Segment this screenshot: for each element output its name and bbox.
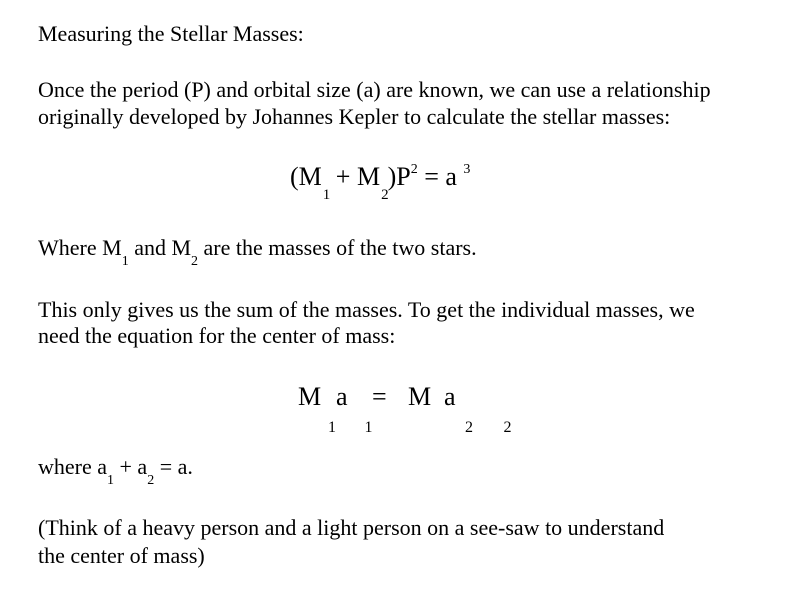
com-a2: a xyxy=(444,382,456,411)
where-part-1: Where M xyxy=(38,235,122,260)
where-sum-part-3: = a. xyxy=(154,454,193,479)
eq-exp-p: 2 xyxy=(410,162,418,177)
com-sub-m2: 2 xyxy=(465,419,473,436)
eq-equals-a: = a xyxy=(417,162,464,191)
where-sum-part-2: + a xyxy=(114,454,148,479)
where-sub-2: 2 xyxy=(191,254,199,269)
com-a1: a xyxy=(336,382,348,411)
eq-plus-m2: + M xyxy=(329,162,381,191)
com-sub-m1: 1 xyxy=(328,419,336,436)
where-sum-sub-1: 1 xyxy=(107,473,115,488)
seesaw-line-2: the center of mass) xyxy=(38,543,205,568)
where-sum-sub-2: 2 xyxy=(147,473,155,488)
intro-line-1: Once the period (P) and orbital size (a) are known, we can use a relationship xyxy=(38,77,711,102)
where-part-2: and M xyxy=(128,235,192,260)
com-m2: M xyxy=(408,382,432,411)
com-m1: M xyxy=(298,382,322,411)
page-title: Measuring the Stellar Masses: xyxy=(38,21,304,46)
where-masses-line xyxy=(38,234,477,269)
intro-line-2: originally developed by Johannes Kepler to calculate the stellar masses: xyxy=(38,104,671,129)
sum-line-1: This only gives us the sum of the masses. To get the individual masses, we xyxy=(38,297,695,322)
eq-open: (M xyxy=(290,162,322,191)
where-part-3: are the masses of the two stars. xyxy=(198,235,477,260)
where-sum-line xyxy=(38,453,193,488)
com-sub-a1: 1 xyxy=(364,419,373,436)
where-sum-part-1: where a xyxy=(38,454,108,479)
eq-sub-m1: 1 xyxy=(322,187,331,203)
com-equals: = xyxy=(372,382,387,411)
where-sub-1: 1 xyxy=(121,254,129,269)
eq-close-p: )P xyxy=(387,162,411,191)
eq-exp-a: 3 xyxy=(463,162,471,177)
sum-line-2: need the equation for the center of mass: xyxy=(38,323,396,348)
center-of-mass-equation xyxy=(298,382,512,436)
com-sub-a2: 2 xyxy=(503,419,512,436)
seesaw-line-1: (Think of a heavy person and a light person on a see-saw to understand xyxy=(38,515,665,540)
kepler-equation xyxy=(290,162,471,203)
eq-sub-m2: 2 xyxy=(381,187,389,203)
